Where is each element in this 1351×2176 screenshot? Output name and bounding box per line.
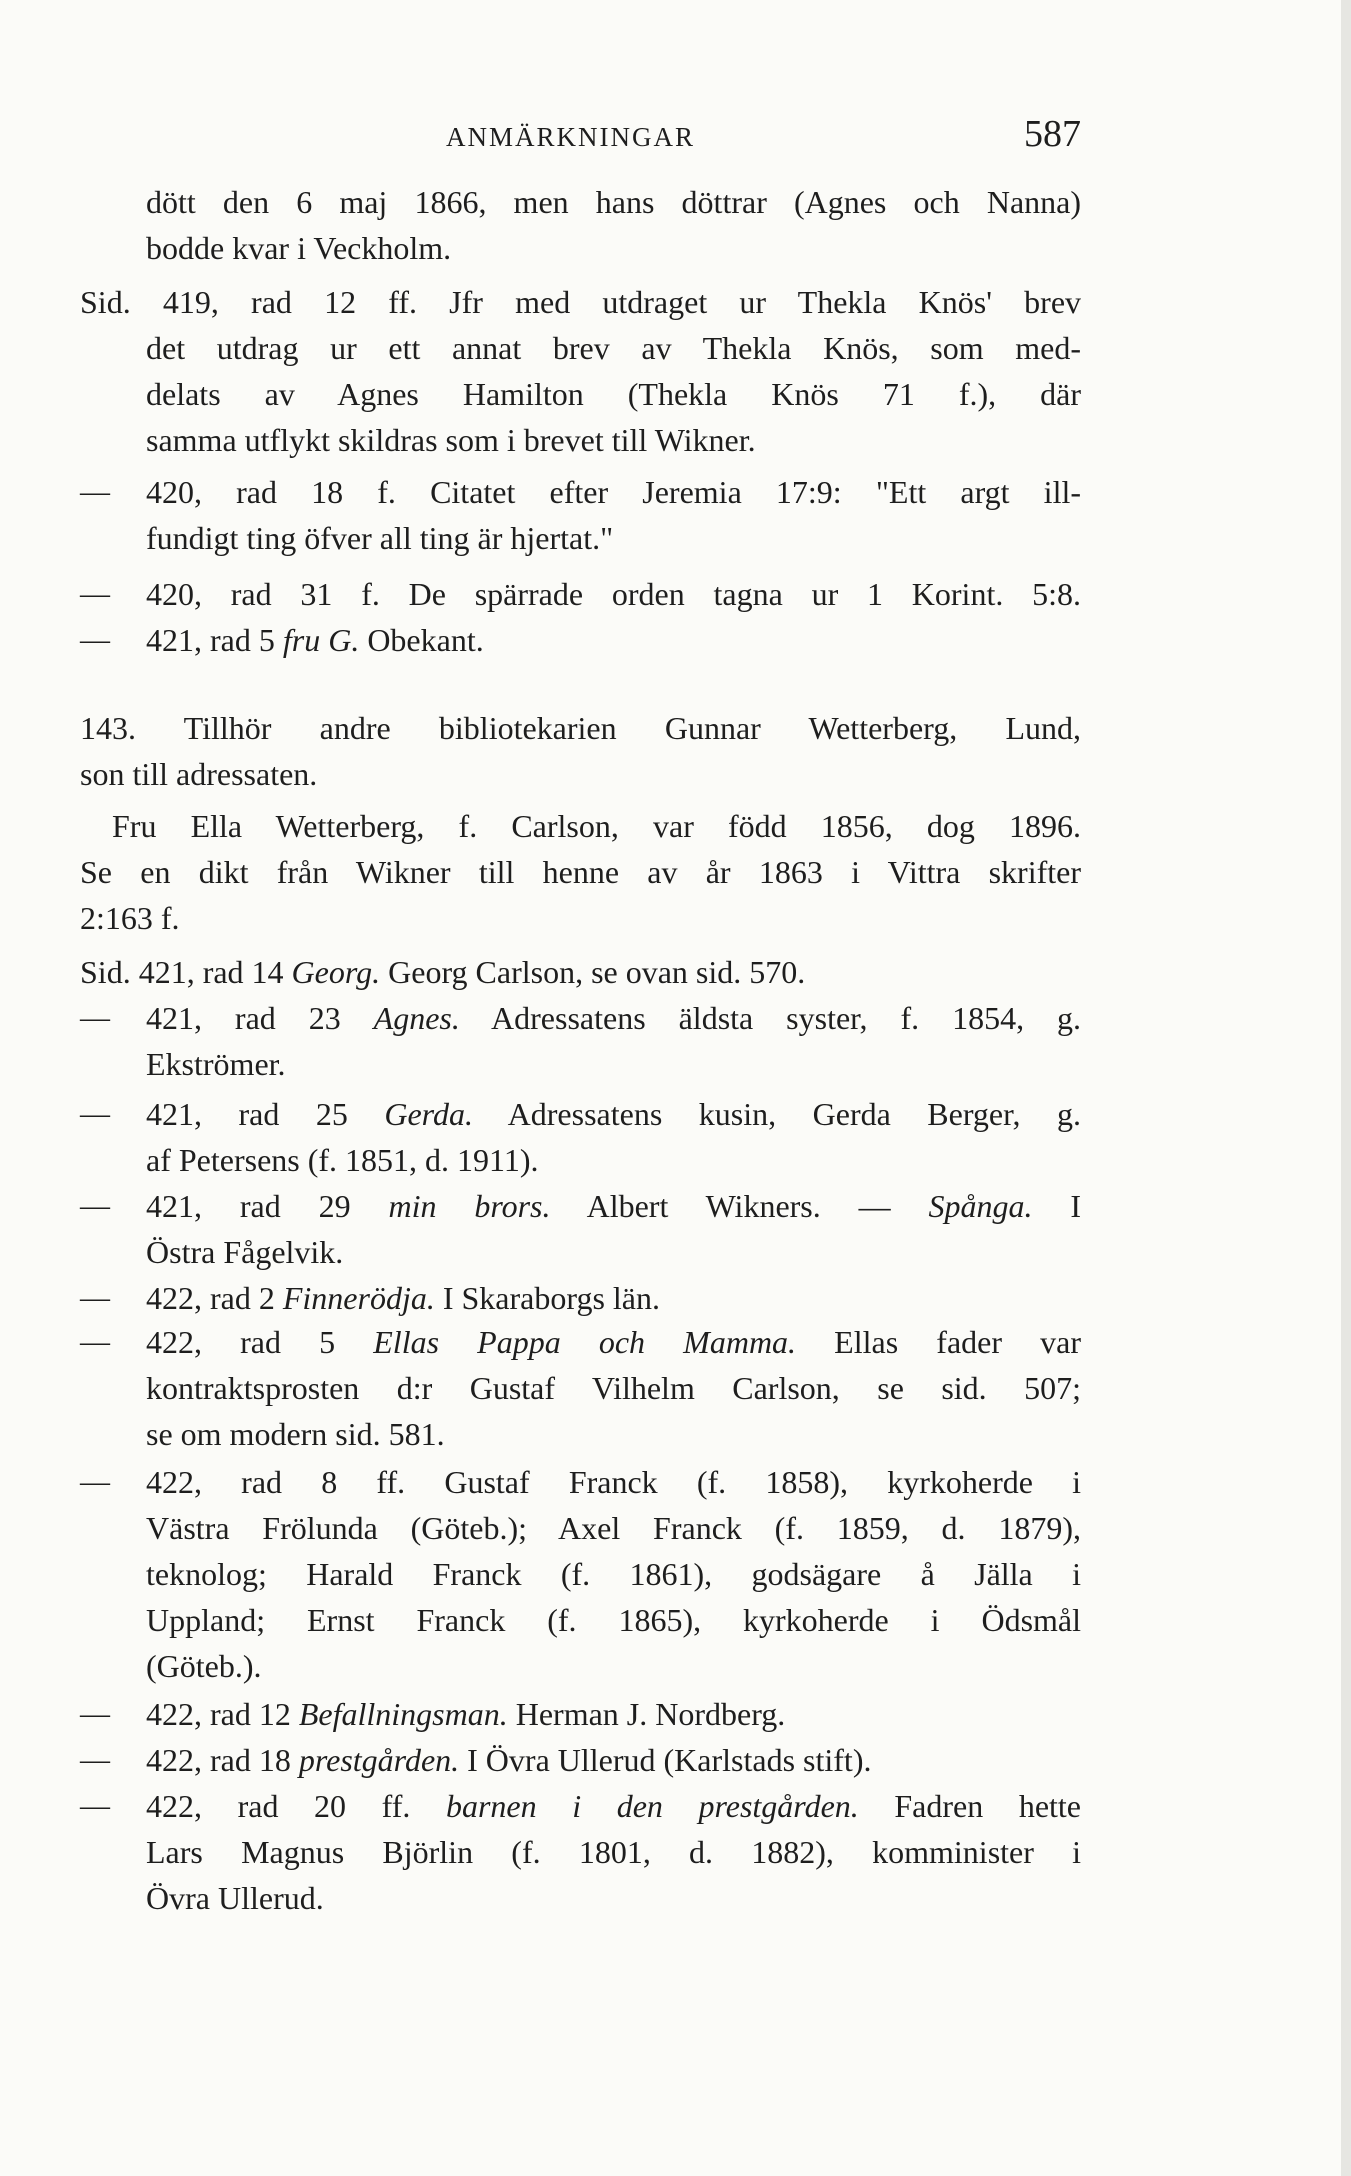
line-text: Adressatens kusin, Gerda Berger, g. xyxy=(472,1096,1082,1132)
line-text: fundigt ting öfver all ting är hjertat." xyxy=(146,520,614,556)
dash-mark: — xyxy=(80,623,110,656)
dash-mark: — xyxy=(80,1465,110,1498)
note-entry xyxy=(146,572,1081,616)
italic-term: Georg. xyxy=(291,954,381,990)
text-line xyxy=(80,850,1081,894)
line-text: 143. Tillhör andre bibliotekarien Gunnar Wetterberg, Lund, xyxy=(80,710,1081,746)
dash-mark: — xyxy=(80,1001,110,1034)
line-text: Fadren hette xyxy=(858,1788,1082,1824)
line-text: 420, rad 18 f. Citatet efter Jeremia 17:9: "Ett argt ill- xyxy=(146,474,1081,510)
line-text: 421, rad 25 xyxy=(146,1096,385,1132)
line-text: Fru Ella Wetterberg, f. Carlson, var född 1856, dog 1896. xyxy=(112,808,1081,844)
note-entry xyxy=(146,1276,1081,1320)
text-line xyxy=(146,1412,1081,1456)
note-entry xyxy=(146,1460,1081,1504)
text-line xyxy=(146,1552,1081,1596)
text-line xyxy=(146,1506,1081,1550)
italic-term: Finnerödja. xyxy=(282,1280,435,1316)
italic-term: min brors. xyxy=(388,1188,551,1224)
line-text: Albert Wikners. — xyxy=(550,1188,929,1224)
line-text: 422, rad 20 ff. xyxy=(146,1788,446,1824)
line-text: Ellas fader var xyxy=(796,1324,1082,1360)
line-text: son till adressaten. xyxy=(80,756,318,792)
line-text: 420, rad 31 f. De spärrade orden tagna ur 1 Korint. 5:8. xyxy=(146,576,1081,612)
note-entry xyxy=(146,1692,1081,1736)
line-text: Lars Magnus Björlin (f. 1801, d. 1882), komminister i xyxy=(146,1834,1081,1870)
note-entry xyxy=(146,1738,1081,1782)
text-line xyxy=(146,1876,1081,1920)
italic-term: Ellas Pappa och Mamma. xyxy=(373,1324,797,1360)
dash-mark: — xyxy=(80,1789,110,1822)
line-text: 421, rad 23 xyxy=(146,1000,374,1036)
note-entry xyxy=(146,618,1081,662)
text-line xyxy=(146,1230,1081,1274)
text-line xyxy=(80,896,1015,940)
text-line xyxy=(146,1138,1081,1182)
line-text: Övra Ullerud. xyxy=(146,1880,324,1916)
dash-mark: — xyxy=(80,577,110,610)
line-text: delats av Agnes Hamilton (Thekla Knös 71 f.), där xyxy=(146,376,1081,412)
line-text: Ekströmer. xyxy=(146,1046,286,1082)
text-line xyxy=(146,326,1081,370)
note-entry xyxy=(146,1092,1081,1136)
line-text: Adressatens äldsta syster, f. 1854, g. xyxy=(459,1000,1082,1036)
line-text: Västra Frölunda (Göteb.); Axel Franck (f. 1859, d. 1879), xyxy=(146,1510,1081,1546)
line-text: samma utflykt skildras som i brevet till Wikner. xyxy=(146,422,756,458)
line-text: Se en dikt från Wikner till henne av år 1863 i Vittra skrifter xyxy=(80,854,1081,890)
note-reference: Sid. 421, rad 14 xyxy=(80,954,292,990)
note-entry xyxy=(80,280,1081,324)
line-text: bodde kvar i Veckholm. xyxy=(146,230,452,266)
dash-mark: — xyxy=(80,1697,110,1730)
line-text: Jfr med utdraget ur Thekla Knös' brev xyxy=(449,284,1082,320)
text-line xyxy=(146,1830,1081,1874)
text-line xyxy=(146,372,1081,416)
line-text: 421, rad 29 xyxy=(146,1188,389,1224)
italic-term: Befallningsman. xyxy=(298,1696,508,1732)
line-text: se om modern sid. 581. xyxy=(146,1416,445,1452)
line-text: af Petersens (f. 1851, d. 1911). xyxy=(146,1142,539,1178)
line-text: Herman J. Nordberg. xyxy=(507,1696,786,1732)
line-text: 422, rad 5 xyxy=(146,1324,374,1360)
text-line xyxy=(146,418,1081,462)
line-text: dött den 6 maj 1866, men hans döttrar (Agnes och Nanna) xyxy=(146,184,1081,220)
line-text: I Skaraborgs län. xyxy=(434,1280,660,1316)
dash-mark: — xyxy=(80,1189,110,1222)
italic-term: Spånga. xyxy=(928,1188,1033,1224)
line-text: Obekant. xyxy=(359,622,484,658)
dash-mark: — xyxy=(80,1743,110,1776)
italic-term: Agnes. xyxy=(373,1000,460,1036)
line-text: kontraktsprosten d:r Gustaf Vilhelm Carlson, se sid. 507; xyxy=(146,1370,1081,1406)
page-edge xyxy=(1341,0,1351,2176)
line-text: Uppland; Ernst Franck (f. 1865), kyrkoherde i Ödsmål xyxy=(146,1602,1081,1638)
dash-mark: — xyxy=(80,475,110,508)
text-line xyxy=(146,516,1081,560)
note-entry xyxy=(146,1320,1081,1364)
letter-note-heading xyxy=(80,706,1081,750)
line-text: 421, rad 5 xyxy=(146,622,283,658)
note-entry xyxy=(80,950,1081,994)
italic-term: fru G. xyxy=(282,622,360,658)
text-line xyxy=(146,1366,1081,1410)
line-text: 422, rad 2 xyxy=(146,1280,283,1316)
page-number: 587 xyxy=(1024,113,1081,155)
dash-mark: — xyxy=(80,1281,110,1314)
note-entry xyxy=(146,1184,1081,1228)
line-text: det utdrag ur ett annat brev av Thekla Knös, som med- xyxy=(146,330,1081,366)
line-text: 422, rad 8 ff. Gustaf Franck (f. 1858), kyrkoherde i xyxy=(146,1464,1081,1500)
line-text: (Göteb.). xyxy=(146,1648,262,1684)
text-line xyxy=(146,1042,1081,1086)
italic-term: prestgården. xyxy=(298,1742,460,1778)
line-text: 422, rad 18 xyxy=(146,1742,299,1778)
line-text: Östra Fågelvik. xyxy=(146,1234,344,1270)
text-line xyxy=(80,752,1015,796)
text-line xyxy=(146,226,1081,270)
text-line xyxy=(146,1644,1081,1688)
note-reference: Sid. 419, rad 12 ff. xyxy=(80,284,417,320)
line-text: 2:163 f. xyxy=(80,900,180,936)
line-text: 422, rad 12 xyxy=(146,1696,299,1732)
line-text: Georg Carlson, se ovan sid. 570. xyxy=(380,954,806,990)
line-text: I Övra Ullerud (Karlstads stift). xyxy=(459,1742,872,1778)
text-line xyxy=(146,180,1081,224)
line-text: I xyxy=(1032,1188,1082,1224)
note-entry xyxy=(146,996,1081,1040)
running-head: ANMÄRKNINGAR xyxy=(446,122,696,152)
text-line xyxy=(112,804,1081,848)
page-header xyxy=(146,113,1081,158)
italic-term: Gerda. xyxy=(384,1096,473,1132)
text-line xyxy=(146,1598,1081,1642)
note-entry xyxy=(146,470,1081,514)
line-text: teknolog; Harald Franck (f. 1861), godsägare å Jälla i xyxy=(146,1556,1081,1592)
dash-mark: — xyxy=(80,1325,110,1358)
note-entry xyxy=(146,1784,1081,1828)
dash-mark: — xyxy=(80,1097,110,1130)
italic-term: barnen i den prestgården. xyxy=(445,1788,859,1824)
